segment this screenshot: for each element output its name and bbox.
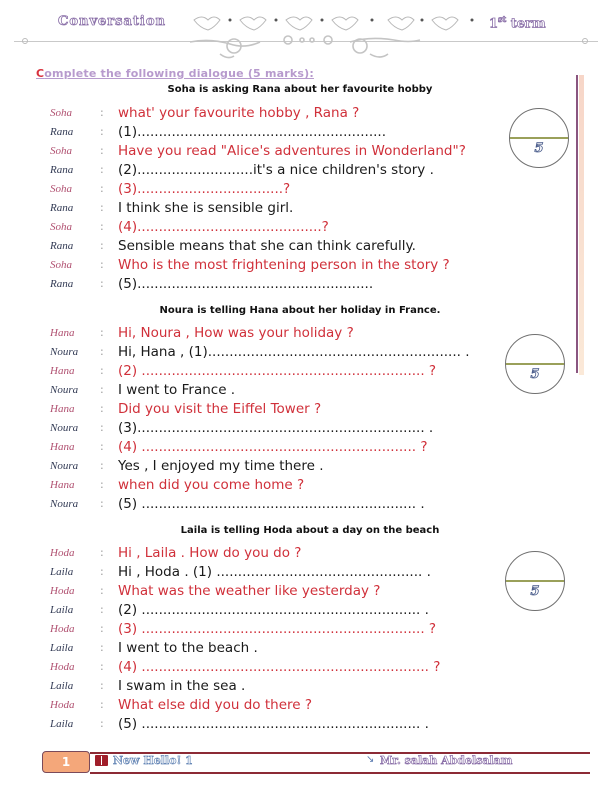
dialogue-text: I think she is sensible girl. xyxy=(118,200,294,216)
dialogue-text: (3)................................................................... . xyxy=(118,420,434,436)
score-circle xyxy=(509,108,569,168)
colon-separator: : xyxy=(100,402,104,415)
speaker-name: Soha xyxy=(50,259,72,271)
colon-separator: : xyxy=(100,698,104,711)
speaker-name: Rana xyxy=(50,126,74,138)
colon-separator: : xyxy=(100,201,104,214)
dialogue-line xyxy=(50,238,490,257)
dialogue-line xyxy=(50,200,490,219)
dialogue-line xyxy=(50,276,490,295)
dialogue-line xyxy=(50,458,490,477)
dialogue-line xyxy=(50,439,490,458)
page-number-badge: 1 xyxy=(42,751,90,773)
dialogue-line xyxy=(50,640,490,659)
dialogue-text: Hi , Hoda . (1) ................................................ . xyxy=(118,564,431,580)
dialogue-line xyxy=(50,162,490,181)
speaker-name: Laila xyxy=(50,642,74,654)
dialogue-text: Hi, Hana , (1)........................................................... . xyxy=(118,344,470,360)
dialogue-text: (4) ................................................................... ? xyxy=(118,659,441,675)
dialogue-line xyxy=(50,697,490,716)
page-border-accent xyxy=(576,75,578,373)
speaker-name: Noura xyxy=(50,498,79,510)
speaker-name: Hoda xyxy=(50,547,75,559)
dialogue-text: Who is the most frightening person in the story ? xyxy=(118,257,450,273)
score-divider xyxy=(510,137,568,139)
dialogue-text: Sensible means that she can think carefully. xyxy=(118,238,416,254)
colon-separator: : xyxy=(100,277,104,290)
dialogue-line xyxy=(50,363,490,382)
dialogue-text: (1).......................................................... xyxy=(118,124,387,140)
dialogue-text: Hi , Laila . How do you do ? xyxy=(118,545,302,561)
dialogue-text: (4)...........................................? xyxy=(118,219,329,235)
colon-separator: : xyxy=(100,584,104,597)
dialogue-text: (2)...........................it's a nice children's story . xyxy=(118,162,434,178)
colon-separator: : xyxy=(100,345,104,358)
speaker-name: Hana xyxy=(50,479,75,491)
speaker-name: Soha xyxy=(50,221,72,233)
dialogue-line xyxy=(50,344,490,363)
speaker-name: Laila xyxy=(50,566,74,578)
speaker-name: Hoda xyxy=(50,585,75,597)
dialogue-text: What was the weather like yesterday ? xyxy=(118,583,381,599)
term-label: 1st term xyxy=(489,14,546,32)
dialogue-line xyxy=(50,257,490,276)
dialogue-text: What else did you do there ? xyxy=(118,697,313,713)
dialogue-line xyxy=(50,564,490,583)
divider-dot-icon xyxy=(22,38,28,44)
colon-separator: : xyxy=(100,421,104,434)
dialogue-3-subtitle: Laila is telling Hoda about a day on the beach xyxy=(180,525,440,536)
dialogue-text: Hi, Noura , How was your holiday ? xyxy=(118,325,354,341)
swirl-ornament-icon xyxy=(180,30,430,62)
speaker-name: Hana xyxy=(50,441,75,453)
colon-separator: : xyxy=(100,622,104,635)
dialogue-text: Have you read "Alice's adventures in Wonderland"? xyxy=(118,143,466,159)
score-circle xyxy=(505,551,565,611)
colon-separator: : xyxy=(100,364,104,377)
colon-separator: : xyxy=(100,546,104,559)
footer-author: Mr. salah Abdelsalam xyxy=(380,754,513,767)
book-icon xyxy=(95,755,108,766)
colon-separator: : xyxy=(100,163,104,176)
speaker-name: Laila xyxy=(50,604,74,616)
speaker-name: Hana xyxy=(50,365,75,377)
dialogue-line xyxy=(50,496,490,515)
speaker-name: Laila xyxy=(50,718,74,730)
colon-separator: : xyxy=(100,239,104,252)
dialogue-text: I went to the beach . xyxy=(118,640,258,656)
dialogue-line xyxy=(50,325,490,344)
dialogue-text: when did you come home ? xyxy=(118,477,305,493)
speaker-name: Hana xyxy=(50,403,75,415)
dialogue-line xyxy=(50,583,490,602)
score-divider xyxy=(506,363,564,365)
colon-separator: : xyxy=(100,258,104,271)
dialogue-text: (2) ................................................................. . xyxy=(118,602,429,618)
colon-separator: : xyxy=(100,326,104,339)
dialogue-line xyxy=(50,477,490,496)
colon-separator: : xyxy=(100,125,104,138)
dialogue-line xyxy=(50,105,490,124)
score-value: 5 xyxy=(530,584,540,599)
dialogue-text: Yes , I enjoyed my time there . xyxy=(118,458,324,474)
dialogue-text: Did you visit the Eiffel Tower ? xyxy=(118,401,322,417)
dialogue-line xyxy=(50,124,490,143)
colon-separator: : xyxy=(100,717,104,730)
dialogue-line xyxy=(50,143,490,162)
speaker-name: Noura xyxy=(50,422,79,434)
dialogue-text: I swam in the sea . xyxy=(118,678,246,694)
dialogue-line xyxy=(50,181,490,200)
dialogue-text: (4) ................................................................ ? xyxy=(118,439,428,455)
colon-separator: : xyxy=(100,459,104,472)
speaker-name: Rana xyxy=(50,240,74,252)
dialogue-text: what' your favourite hobby , Rana ? xyxy=(118,105,360,121)
colon-separator: : xyxy=(100,144,104,157)
speaker-name: Noura xyxy=(50,460,79,472)
speaker-name: Noura xyxy=(50,346,79,358)
header-title: Conversation xyxy=(58,14,166,29)
dialogue-text: (5)....................................................... xyxy=(118,276,374,292)
dialogue-text: I went to France . xyxy=(118,382,236,398)
colon-separator: : xyxy=(100,478,104,491)
score-value: 5 xyxy=(534,141,544,156)
colon-separator: : xyxy=(100,220,104,233)
score-value: 5 xyxy=(530,367,540,382)
colon-separator: : xyxy=(100,106,104,119)
pen-arrow-icon: ↘ xyxy=(366,754,375,765)
dialogue-text: (3)..................................? xyxy=(118,181,291,197)
dialogue-1-subtitle: Soha is asking Rana about her favourite hobby xyxy=(167,84,433,95)
colon-separator: : xyxy=(100,660,104,673)
dialogue-line xyxy=(50,420,490,439)
speaker-name: Rana xyxy=(50,202,74,214)
colon-separator: : xyxy=(100,679,104,692)
dialogue-line xyxy=(50,621,490,640)
dialogue-line xyxy=(50,716,490,735)
speaker-name: Hoda xyxy=(50,661,75,673)
speaker-name: Hoda xyxy=(50,699,75,711)
dialogue-line xyxy=(50,382,490,401)
dialogue-line xyxy=(50,401,490,420)
dialogue-text: (5) ................................................................. . xyxy=(118,716,429,732)
dialogue-text: (2) .................................................................. ? xyxy=(118,363,437,379)
dialogue-2-subtitle: Noura is telling Hana about her holiday in France. xyxy=(159,305,441,316)
colon-separator: : xyxy=(100,641,104,654)
footer-book-title: New Hello! 1 xyxy=(113,754,193,767)
speaker-name: Rana xyxy=(50,164,74,176)
dialogue-line xyxy=(50,602,490,621)
colon-separator: : xyxy=(100,383,104,396)
colon-separator: : xyxy=(100,440,104,453)
divider-dot-icon xyxy=(582,38,588,44)
colon-separator: : xyxy=(100,497,104,510)
speaker-name: Hoda xyxy=(50,623,75,635)
speaker-name: Hana xyxy=(50,327,75,339)
dialogue-text: (3) .................................................................. ? xyxy=(118,621,437,637)
speaker-name: Laila xyxy=(50,680,74,692)
colon-separator: : xyxy=(100,565,104,578)
dialogue-line xyxy=(50,545,490,564)
speaker-name: Noura xyxy=(50,384,79,396)
page-border-accent xyxy=(579,75,584,375)
dialogue-text: (5) ................................................................ . xyxy=(118,496,425,512)
dialogue-line xyxy=(50,678,490,697)
colon-separator: : xyxy=(100,182,104,195)
speaker-name: Soha xyxy=(50,145,72,157)
score-circle xyxy=(505,334,565,394)
speaker-name: Rana xyxy=(50,278,74,290)
score-divider xyxy=(506,580,564,582)
speaker-name: Soha xyxy=(50,107,72,119)
colon-separator: : xyxy=(100,603,104,616)
dialogue-line xyxy=(50,659,490,678)
speaker-name: Soha xyxy=(50,183,72,195)
dialogue-line xyxy=(50,219,490,238)
instruction-heading: Complete the following dialogue (5 marks): xyxy=(36,67,314,80)
